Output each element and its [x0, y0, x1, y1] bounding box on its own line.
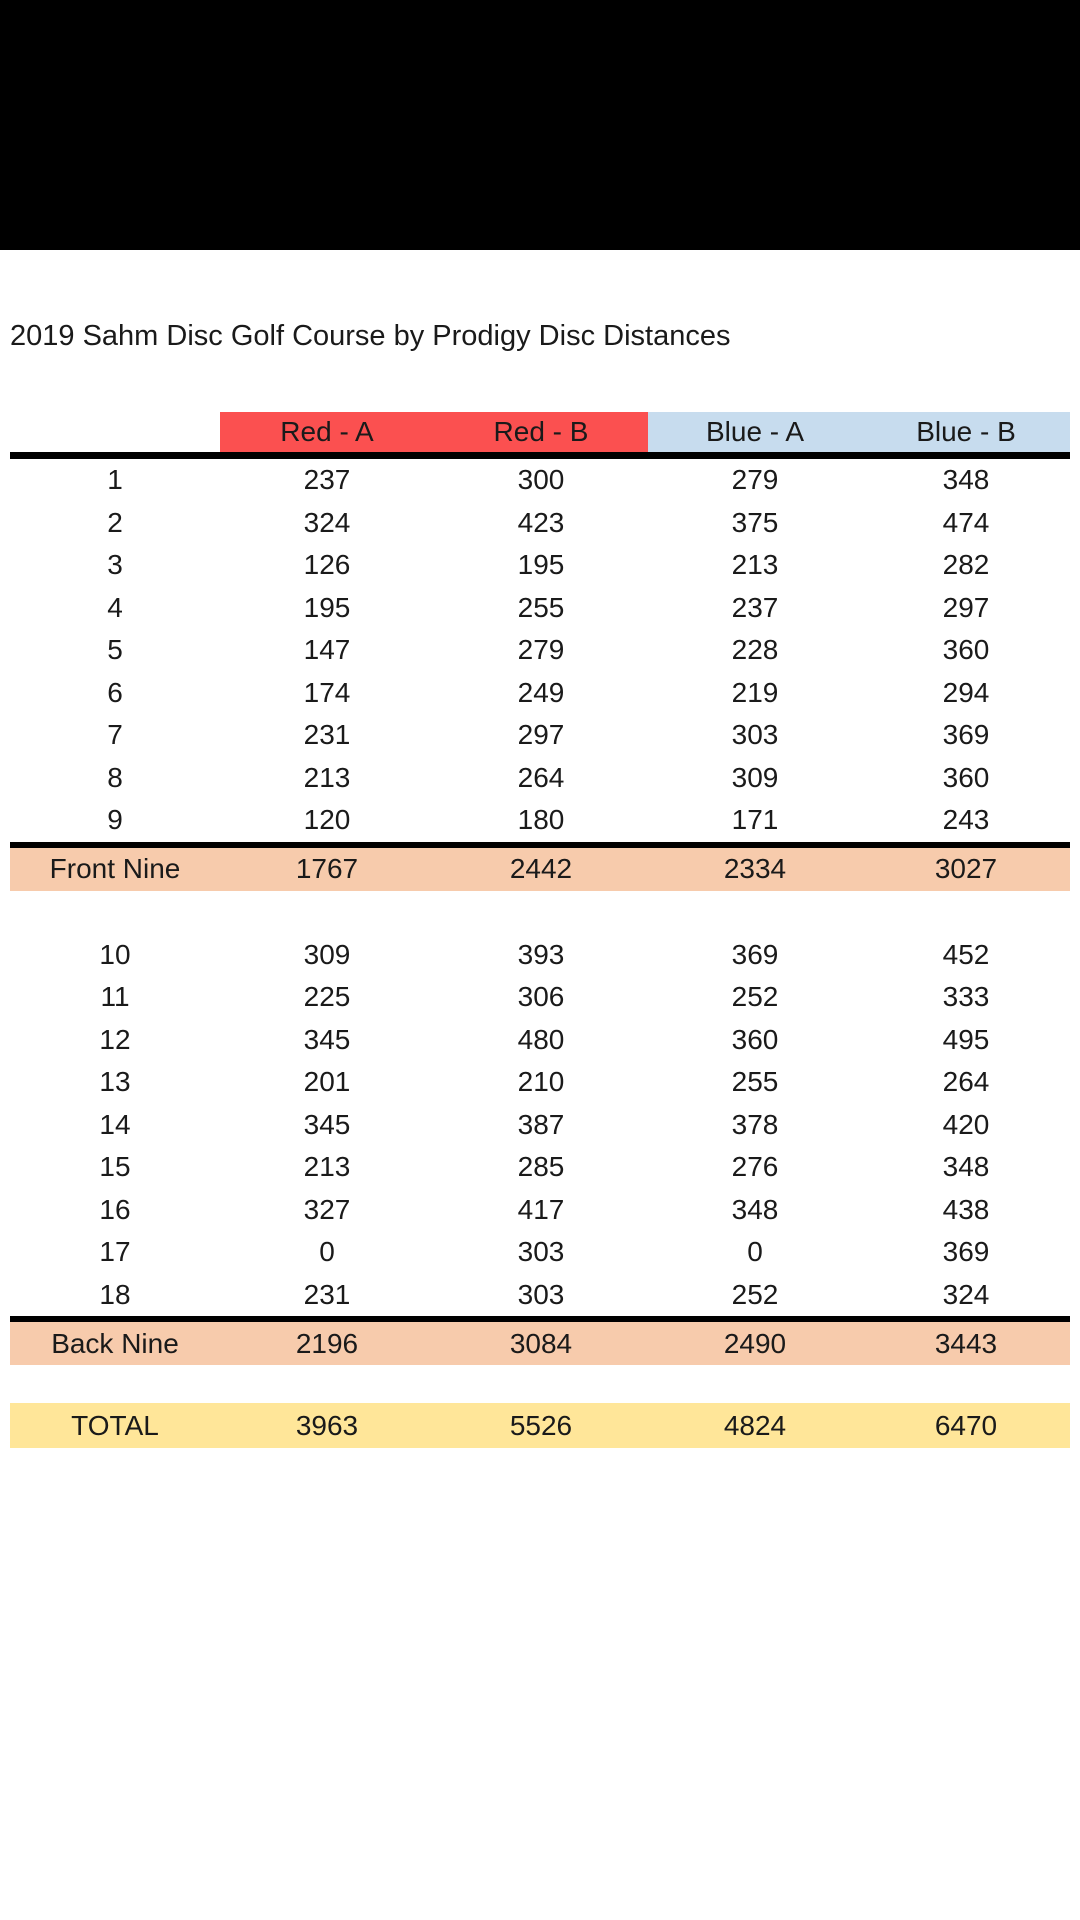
- distance-cell: 297: [942, 591, 990, 623]
- distance-cell: 249: [517, 676, 565, 708]
- distance-cell: 348: [942, 464, 990, 496]
- distance-cell: 300: [517, 464, 565, 496]
- hole-row: [10, 629, 1070, 672]
- distance-cell: 324: [303, 506, 351, 538]
- distance-cell: 279: [517, 634, 565, 666]
- hole-number-cell: 4: [107, 591, 123, 623]
- distance-cell: 279: [731, 464, 779, 496]
- distance-cell: 324: [942, 1278, 990, 1310]
- hole-number-cell: 10: [99, 938, 131, 970]
- hole-row: [10, 1231, 1070, 1274]
- distance-cell: 345: [303, 1108, 351, 1140]
- distance-cell: 495: [942, 1023, 990, 1055]
- distance-table: [10, 412, 1070, 1448]
- total-value: 3963: [295, 1409, 359, 1441]
- header-blue-b-cell: Blue - B: [862, 412, 1070, 452]
- total-row: [10, 1403, 1070, 1448]
- hole-number-cell: 3: [107, 549, 123, 581]
- hole-row: [10, 1104, 1070, 1147]
- hole-row: [10, 459, 1070, 502]
- total-value: 4824: [723, 1409, 787, 1441]
- distance-cell: 264: [517, 761, 565, 793]
- top-letterbox-bar: [0, 0, 1080, 250]
- distance-cell: 369: [942, 1236, 990, 1268]
- hole-row: [10, 757, 1070, 800]
- header-red-a-cell: Red - A: [220, 412, 434, 452]
- distance-cell: 120: [303, 804, 351, 836]
- hole-row: [10, 976, 1070, 1019]
- distance-cell: 285: [517, 1151, 565, 1183]
- back-nine-summary-row: [10, 1316, 1070, 1365]
- distance-cell: 231: [303, 1278, 351, 1310]
- distance-cell: 303: [731, 719, 779, 751]
- distance-cell: 360: [942, 761, 990, 793]
- section-gap: [10, 1365, 1070, 1403]
- distance-cell: 195: [517, 549, 565, 581]
- hole-number-cell: 16: [99, 1193, 131, 1225]
- distance-cell: 333: [942, 981, 990, 1013]
- distance-cell: 423: [517, 506, 565, 538]
- summary-value: 3443: [934, 1327, 998, 1359]
- summary-value: 3084: [509, 1327, 573, 1359]
- hole-number-cell: 6: [107, 676, 123, 708]
- distance-cell: 201: [303, 1066, 351, 1098]
- distance-cell: 348: [942, 1151, 990, 1183]
- distance-cell: 0: [747, 1236, 763, 1268]
- summary-value: 2334: [723, 853, 787, 884]
- hole-number-cell: 14: [99, 1108, 131, 1140]
- hole-number-cell: 12: [99, 1023, 131, 1055]
- hole-number-cell: 5: [107, 634, 123, 666]
- hole-number-cell: 13: [99, 1066, 131, 1098]
- hole-number-cell: 11: [100, 981, 130, 1013]
- distance-cell: 213: [731, 549, 779, 581]
- total-label: TOTAL: [71, 1409, 159, 1441]
- distance-cell: 309: [731, 761, 779, 793]
- distance-cell: 294: [942, 676, 990, 708]
- distance-cell: 231: [303, 719, 351, 751]
- hole-row: [10, 587, 1070, 630]
- hole-number-cell: 17: [99, 1236, 131, 1268]
- distance-cell: 345: [303, 1023, 351, 1055]
- distance-cell: 306: [517, 981, 565, 1013]
- hole-row: [10, 934, 1070, 977]
- distance-cell: 276: [731, 1151, 779, 1183]
- summary-value: 1767: [295, 853, 359, 884]
- distance-cell: 348: [731, 1193, 779, 1225]
- hole-number-cell: 9: [107, 804, 123, 836]
- distance-cell: 360: [942, 634, 990, 666]
- hole-row: [10, 1146, 1070, 1189]
- hole-number-cell: 8: [107, 761, 123, 793]
- distance-cell: 243: [942, 804, 990, 836]
- summary-value: 2442: [509, 853, 573, 884]
- summary-label: Back Nine: [51, 1327, 179, 1359]
- distance-cell: 213: [303, 761, 351, 793]
- header-red-b-cell: Red - B: [434, 412, 648, 452]
- hole-number-cell: 7: [107, 719, 123, 751]
- distance-cell: 252: [731, 981, 779, 1013]
- distance-cell: 255: [517, 591, 565, 623]
- hole-number-cell: 15: [99, 1151, 131, 1183]
- hole-row: [10, 1274, 1070, 1317]
- hole-row: [10, 672, 1070, 715]
- hole-row: [10, 799, 1070, 842]
- summary-label: Front Nine: [49, 853, 181, 884]
- distance-cell: 252: [731, 1278, 779, 1310]
- distance-cell: 387: [517, 1108, 565, 1140]
- distance-cell: 174: [303, 676, 351, 708]
- summary-value: 2490: [723, 1327, 787, 1359]
- distance-cell: 255: [731, 1066, 779, 1098]
- distance-cell: 309: [303, 938, 351, 970]
- distance-cell: 195: [303, 591, 351, 623]
- distance-cell: 264: [942, 1066, 990, 1098]
- distance-cell: 0: [319, 1236, 335, 1268]
- distance-cell: 228: [731, 634, 779, 666]
- distance-cell: 237: [303, 464, 351, 496]
- distance-cell: 417: [517, 1193, 565, 1225]
- hole-row: [10, 1019, 1070, 1062]
- distance-cell: 474: [942, 506, 990, 538]
- page-title: 2019 Sahm Disc Golf Course by Prodigy Disc Distances: [10, 320, 731, 352]
- distance-cell: 225: [303, 981, 351, 1013]
- summary-value: 3027: [934, 853, 998, 884]
- hole-number-cell: 18: [99, 1278, 131, 1310]
- distance-cell: 147: [303, 634, 351, 666]
- front-nine-summary-row: [10, 842, 1070, 891]
- total-value: 6470: [934, 1409, 998, 1441]
- hole-row: [10, 544, 1070, 587]
- hole-row: [10, 714, 1070, 757]
- distance-cell: 420: [942, 1108, 990, 1140]
- distance-cell: 213: [303, 1151, 351, 1183]
- distance-cell: 282: [942, 549, 990, 581]
- distance-cell: 303: [517, 1236, 565, 1268]
- distance-cell: 393: [517, 938, 565, 970]
- distance-cell: 375: [731, 506, 779, 538]
- hole-row: [10, 502, 1070, 545]
- section-gap: [10, 891, 1070, 934]
- header-blue-a-cell: Blue - A: [648, 412, 862, 452]
- distance-cell: 360: [731, 1023, 779, 1055]
- distance-cell: 210: [517, 1066, 565, 1098]
- table-header-row: [10, 412, 1070, 459]
- distance-cell: 480: [517, 1023, 565, 1055]
- distance-cell: 237: [731, 591, 779, 623]
- distance-cell: 219: [731, 676, 779, 708]
- distance-cell: 378: [731, 1108, 779, 1140]
- front-nine-rows: [10, 459, 1070, 842]
- hole-row: [10, 1189, 1070, 1232]
- distance-cell: 369: [942, 719, 990, 751]
- hole-number-cell: 2: [107, 506, 123, 538]
- distance-cell: 438: [942, 1193, 990, 1225]
- distance-cell: 180: [517, 804, 565, 836]
- distance-cell: 303: [517, 1278, 565, 1310]
- distance-cell: 369: [731, 938, 779, 970]
- hole-row: [10, 1061, 1070, 1104]
- distance-cell: 327: [303, 1193, 351, 1225]
- hole-number-cell: 1: [107, 464, 123, 496]
- distance-cell: 126: [303, 549, 351, 581]
- distance-cell: 297: [517, 719, 565, 751]
- total-value: 5526: [509, 1409, 573, 1441]
- distance-cell: 452: [942, 938, 990, 970]
- distance-cell: 171: [731, 804, 779, 836]
- summary-value: 2196: [295, 1327, 359, 1359]
- back-nine-rows: [10, 934, 1070, 1317]
